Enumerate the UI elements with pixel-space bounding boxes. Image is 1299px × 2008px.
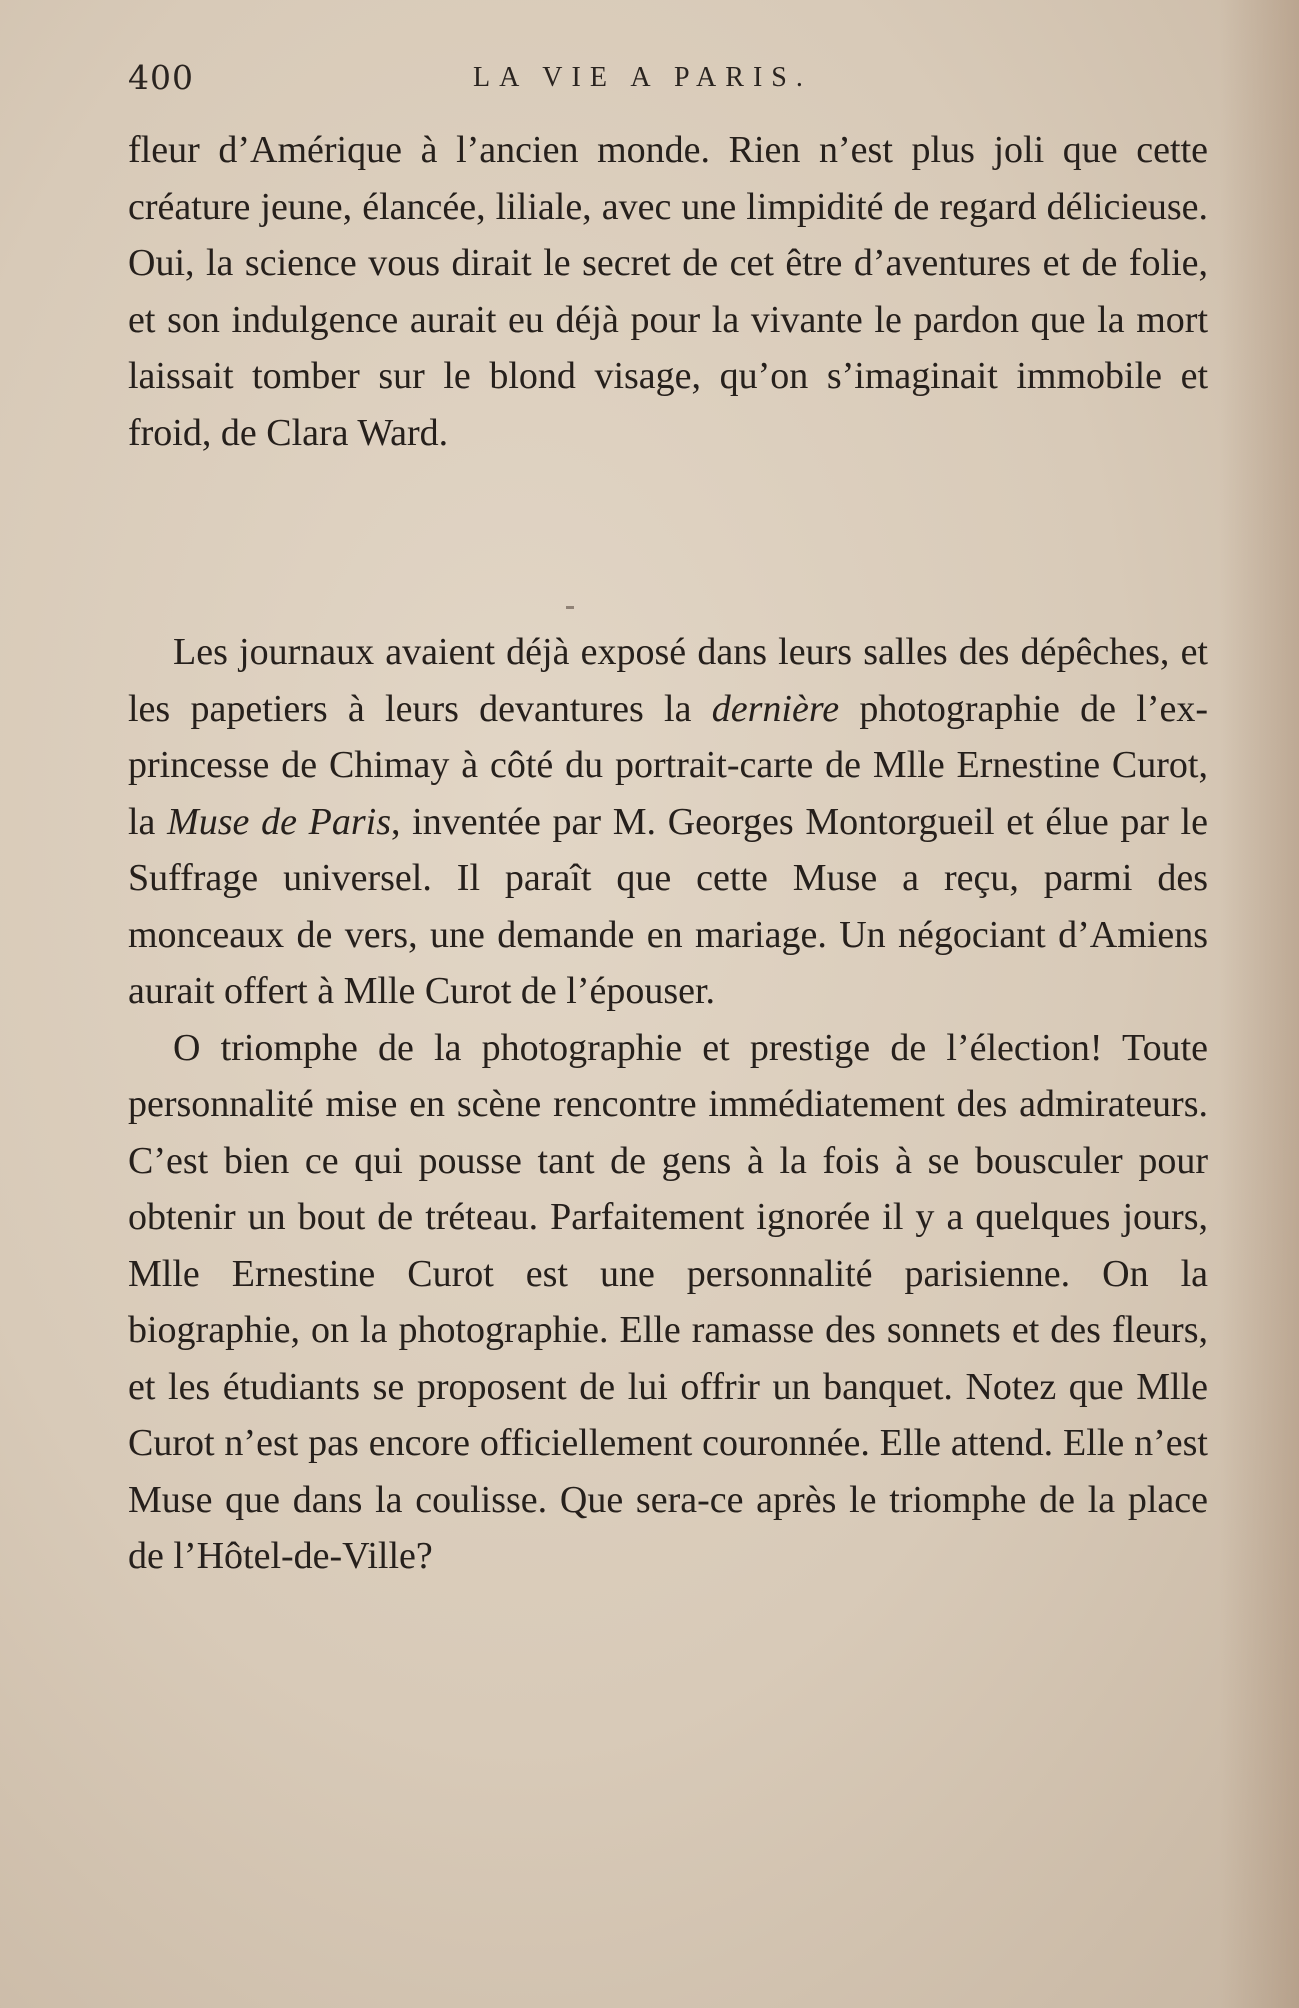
- paragraph-journaux: [128, 624, 1208, 1020]
- paragraph-text: photographie de l’ex-princesse de Chimay à côté du portrait-carte de Mlle Ernestine Curot, la: [128, 687, 1208, 843]
- paragraph-continued: fleur d’Amérique à l’ancien monde. Rien n’est plus joli que cette créature jeune, élancée, liliale, avec une limpidité de regard délicieuse. Oui, la science vous dirait le secret de cet être d’aventures et de folie, et son indulgence aurait eu déjà pour la vivante le pardon que la mort laissait tomber sur le blond visage, qu’on s’imaginait immobile et froid, de Clara Ward.: [128, 129, 1208, 454]
- page-header: [128, 58, 1208, 108]
- italic-text: dernière: [711, 687, 840, 730]
- paragraph-text: Les journaux avaient déjà exposé dans leurs salles des dépêches, et les papetiers à leurs devantures la: [128, 631, 1208, 730]
- text-block-main: [128, 624, 1208, 1585]
- paragraph-triomphe: O triomphe de la photographie et prestige de l’élection! Toute personnalité mise en scène rencontre immédiatement des admirateurs. C’est bien ce qui pousse tant de gens à la fois à se bousculer pour obtenir un bout de tréteau. Parfaitement ignorée il y a quelques jours, Mlle Ernestine Curot est une personnalité parisienne. On la biographie, on la photographie. Elle ramasse des sonnets et des fleurs, et les étudiants se proposent de lui offrir un banquet. Notez que Mlle Curot n’est pas encore officiellement couronnée. Elle attend. Elle n’est Muse que dans la coulisse. Que sera-ce après le triomphe de la place de l’Hôtel-de-Ville?: [128, 1026, 1208, 1577]
- section-separator-mark: [566, 606, 574, 609]
- text-block-top: [128, 122, 1208, 461]
- page-edge-shadow: [1219, 0, 1299, 2008]
- paragraph-text: , inventée par M. Georges Montorgueil et élue par le Suffrage universel. Il paraît que cette Muse a reçu, parmi des monceaux de vers, une demande en mariage. Un négociant d’Amiens aurait offert à Mlle Curot de l’épouser.: [128, 800, 1208, 1012]
- italic-text: Muse de Paris: [167, 800, 391, 843]
- page-number: 400: [128, 58, 194, 97]
- running-title: LA VIE A PARIS.: [473, 62, 812, 93]
